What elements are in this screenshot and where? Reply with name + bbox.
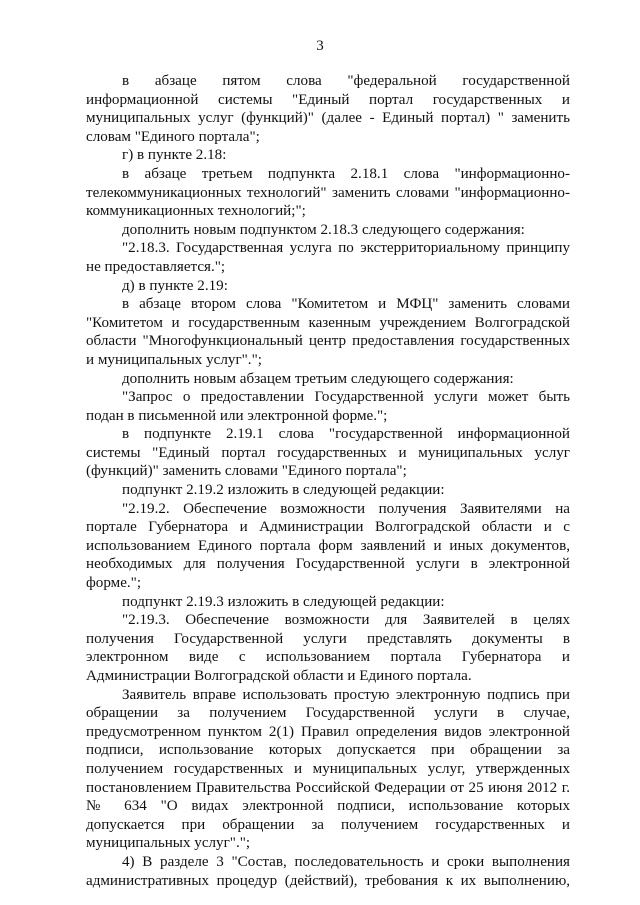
- paragraph-15: Заявитель вправе использовать простую электронную подпись при обращении за получением Государственной услуги в случае, предусмотренном пунктом 2(1) Правил определения видов электронной подписи, использование которых допускается при обращении за получением государственных и муниципальных услуг, утвержденных постановлением Правительства Российской Федерации от 25 июня 2012 г. № 634 "О видах электронной подписи, использование которых допускается при обращении за получением государственных и муниципальных услуг".";: [86, 686, 570, 852]
- page-number: 3: [316, 38, 324, 54]
- paragraph-10: в подпункте 2.19.1 слова "государственной информационной системы "Единый портал государственных и муниципальных услуг (функций)" заменить словами "Единого портала";: [86, 426, 570, 480]
- paragraph-6: д) в пункте 2.19:: [122, 277, 228, 294]
- paragraph-1: в абзаце пятом слова "федеральной государственной информационной системы "Единый портал государственных и муниципальных услуг (функций)" (далее - Единый портал) " заменить словам "Единого портала";: [86, 73, 570, 145]
- paragraph-4: дополнить новым подпунктом 2.18.3 следующего содержания:: [122, 221, 525, 238]
- paragraph-9: "Запрос о предоставлении Государственной услуги может быть подан в письменной или электронной форме.";: [86, 389, 570, 424]
- paragraph-8: дополнить новым абзацем третьим следующего содержания:: [122, 370, 514, 387]
- paragraph-13: подпункт 2.19.3 изложить в следующей редакции:: [122, 593, 445, 610]
- document-body: [86, 72, 570, 890]
- paragraph-11: подпункт 2.19.2 изложить в следующей редакции:: [122, 482, 445, 499]
- paragraph-16: 4) В разделе 3 "Состав, последовательность и сроки выполнения административных процедур (действий), требования к их выполнению,: [86, 853, 570, 889]
- paragraph-3: в абзаце третьем подпункта 2.18.1 слова "информационно-телекоммуникационных технологий" заменить словами "информационно-коммуникационных технологий;";: [86, 165, 570, 220]
- paragraph-5: "2.18.3. Государственная услуга по экстерриториальному принципу не предоставляется.";: [86, 240, 570, 275]
- paragraph-7: в абзаце втором слова "Комитетом и МФЦ" заменить словами "Комитетом и государственным казенным учреждением Волгоградской области "Многофункциональный центр предоставления государственных и муниципальных услуг".";: [86, 296, 570, 368]
- paragraph-12: "2.19.2. Обеспечение возможности получения Заявителями на портале Губернатора и Администрации Волгоградской области и с использованием Единого портала форм заявлений и иных документов, необходимых для получения Государственной услуги в электронной форме.";: [86, 500, 570, 592]
- paragraph-14: "2.19.3. Обеспечение возможности для Заявителей в целях получения Государственной услуги представлять документы в электронном виде с использованием портала Губернатора и Администрации Волгоградской области и Единого портала.: [86, 612, 570, 684]
- paragraph-2: г) в пункте 2.18:: [122, 147, 227, 164]
